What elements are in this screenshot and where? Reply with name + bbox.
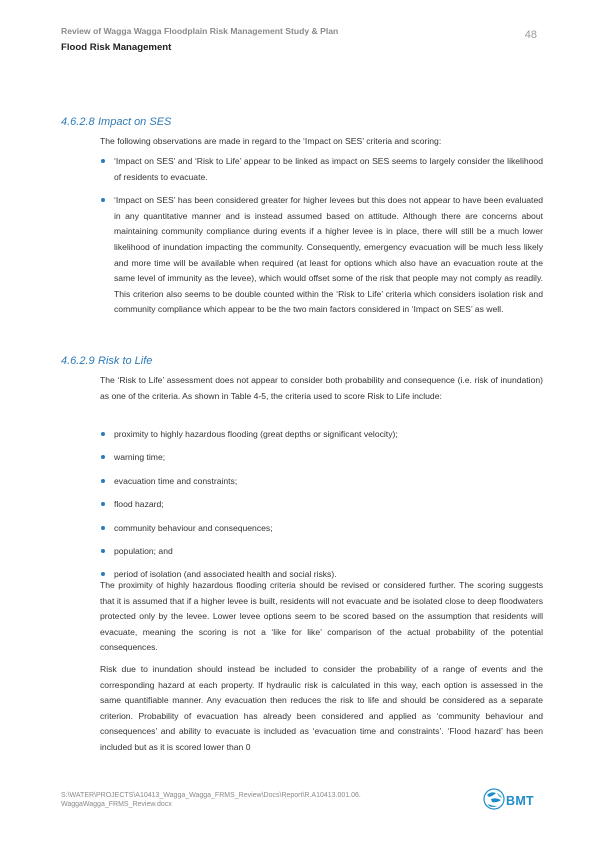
list-item xyxy=(100,474,543,490)
bullet-dot-icon xyxy=(101,479,105,483)
section-intro: The following observations are made in regard to the ‘Impact on SES’ criteria and scoring: xyxy=(100,136,442,146)
list-item-text: evacuation time and constraints; xyxy=(114,475,238,486)
document-title: Review of Wagga Wagga Floodplain Risk Management Study & Plan xyxy=(61,26,339,36)
list-item-text: period of isolation (and associated health and social risks). xyxy=(114,569,337,580)
list-item xyxy=(100,193,543,318)
list-item xyxy=(100,450,543,466)
list-item-text: flood hazard; xyxy=(114,499,164,510)
list-item xyxy=(100,544,543,560)
list-item xyxy=(100,521,543,537)
paragraph-risk-inundation: Risk due to inundation should instead be included to consider the probability of a range of events and the corresponding hazard at each property. If hydraulic risk is calculated in this way, each option is assessed in the same quantifiable manner. Any evacuation then reduces the risk to life and should be considered as a separate criterion. Probability of evacuation has already been considered and applied as ‘community behaviour and consequences’ and ability to evacuate is included as ‘evacuation time and constraints’. ‘Flood hazard’ has been included but as it is scored lower than 0 xyxy=(100,664,543,752)
bullet-list-impact-on-ses xyxy=(100,154,543,318)
file-path-line: WaggaWagga_FRMS_Review.docx xyxy=(61,801,172,808)
bullet-dot-icon xyxy=(101,526,105,530)
list-item-text: ‘Impact on SES’ and ‘Risk to Life’ appear to be linked as impact on SES seems to largely consider the likelihood of residents to evacuate. xyxy=(114,156,543,182)
bullet-dot-icon xyxy=(101,159,105,163)
list-item xyxy=(100,154,543,185)
bullet-dot-icon xyxy=(101,455,105,459)
section-heading-impact-on-ses xyxy=(61,116,171,128)
bmt-logo xyxy=(482,787,542,813)
file-path-line: S:\WATER\PROJECTS\A10413_Wagga_Wagga_FRMS_Review\Docs\Report\R.A10413.001.06. xyxy=(61,792,361,799)
bullet-dot-icon xyxy=(101,198,105,202)
bullet-list-risk-criteria xyxy=(100,427,543,583)
page-number: 48 xyxy=(524,29,537,41)
list-item-text: population; and xyxy=(114,545,173,556)
list-item xyxy=(100,497,543,513)
bullet-dot-icon xyxy=(101,572,105,576)
section-number: 4.6.2.8 xyxy=(61,116,95,128)
list-item-text: warning time; xyxy=(114,452,166,463)
bmt-globe-logo-icon xyxy=(482,787,506,811)
bullet-dot-icon xyxy=(101,502,105,506)
logo-text: BMT xyxy=(506,794,534,808)
section-heading-risk-to-life xyxy=(61,355,152,367)
list-item xyxy=(100,427,543,443)
list-item-text: ‘Impact on SES’ has been considered greater for higher levees but this does not appear to have been evaluated in any quantitative manner and is instead assumed based on attitude. Although there are concerns about maintaining community compliance during events if a higher levee is in place, there will still be a much lower likelihood of inundation impacting the community. Consequently, emergency evacuation will be much less likely and more time will be available when required (at least for options which also have an evacuation route at the same level of immunity as the levee), which would offset some of the risk that people may not comply as readily. This criterion also seems to be double counted within the ‘Risk to Life’ criteria which considers isolation risk and community compliance which appear to be the two main factors considered in ‘Impact on SES’ as well. xyxy=(114,195,543,315)
list-item-text: community behaviour and consequences; xyxy=(114,522,273,533)
section-title: Impact on SES xyxy=(98,116,172,128)
chapter-title: Flood Risk Management xyxy=(61,42,172,53)
paragraph-proximity: The proximity of highly hazardous flooding criteria should be revised or considered further. The scoring suggests that it is assumed that if a higher levee is built, residents will not evacuate and be isolated close to deep floodwaters protected only by the levee. Lower levee options seem to be scored based on the assumption that residents will evacuate, meaning the scoring is not a ‘like for like’ comparison of the actual probability of the potential consequences. xyxy=(100,580,543,653)
list-item-text: proximity to highly hazardous flooding (great depths or significant velocity); xyxy=(114,429,398,439)
footer-file-path xyxy=(61,791,461,809)
section-intro: The ‘Risk to Life’ assessment does not appear to consider both probability and consequence (i.e. risk of inundation) as one of the criteria. As shown in Table 4-5, the criteria used to score Risk to Life include: xyxy=(100,375,543,401)
section-title: Risk to Life xyxy=(98,355,153,367)
bullet-dot-icon xyxy=(101,432,105,436)
bullet-dot-icon xyxy=(101,549,105,553)
section-number: 4.6.2.9 xyxy=(61,355,95,367)
page-header xyxy=(61,26,541,53)
